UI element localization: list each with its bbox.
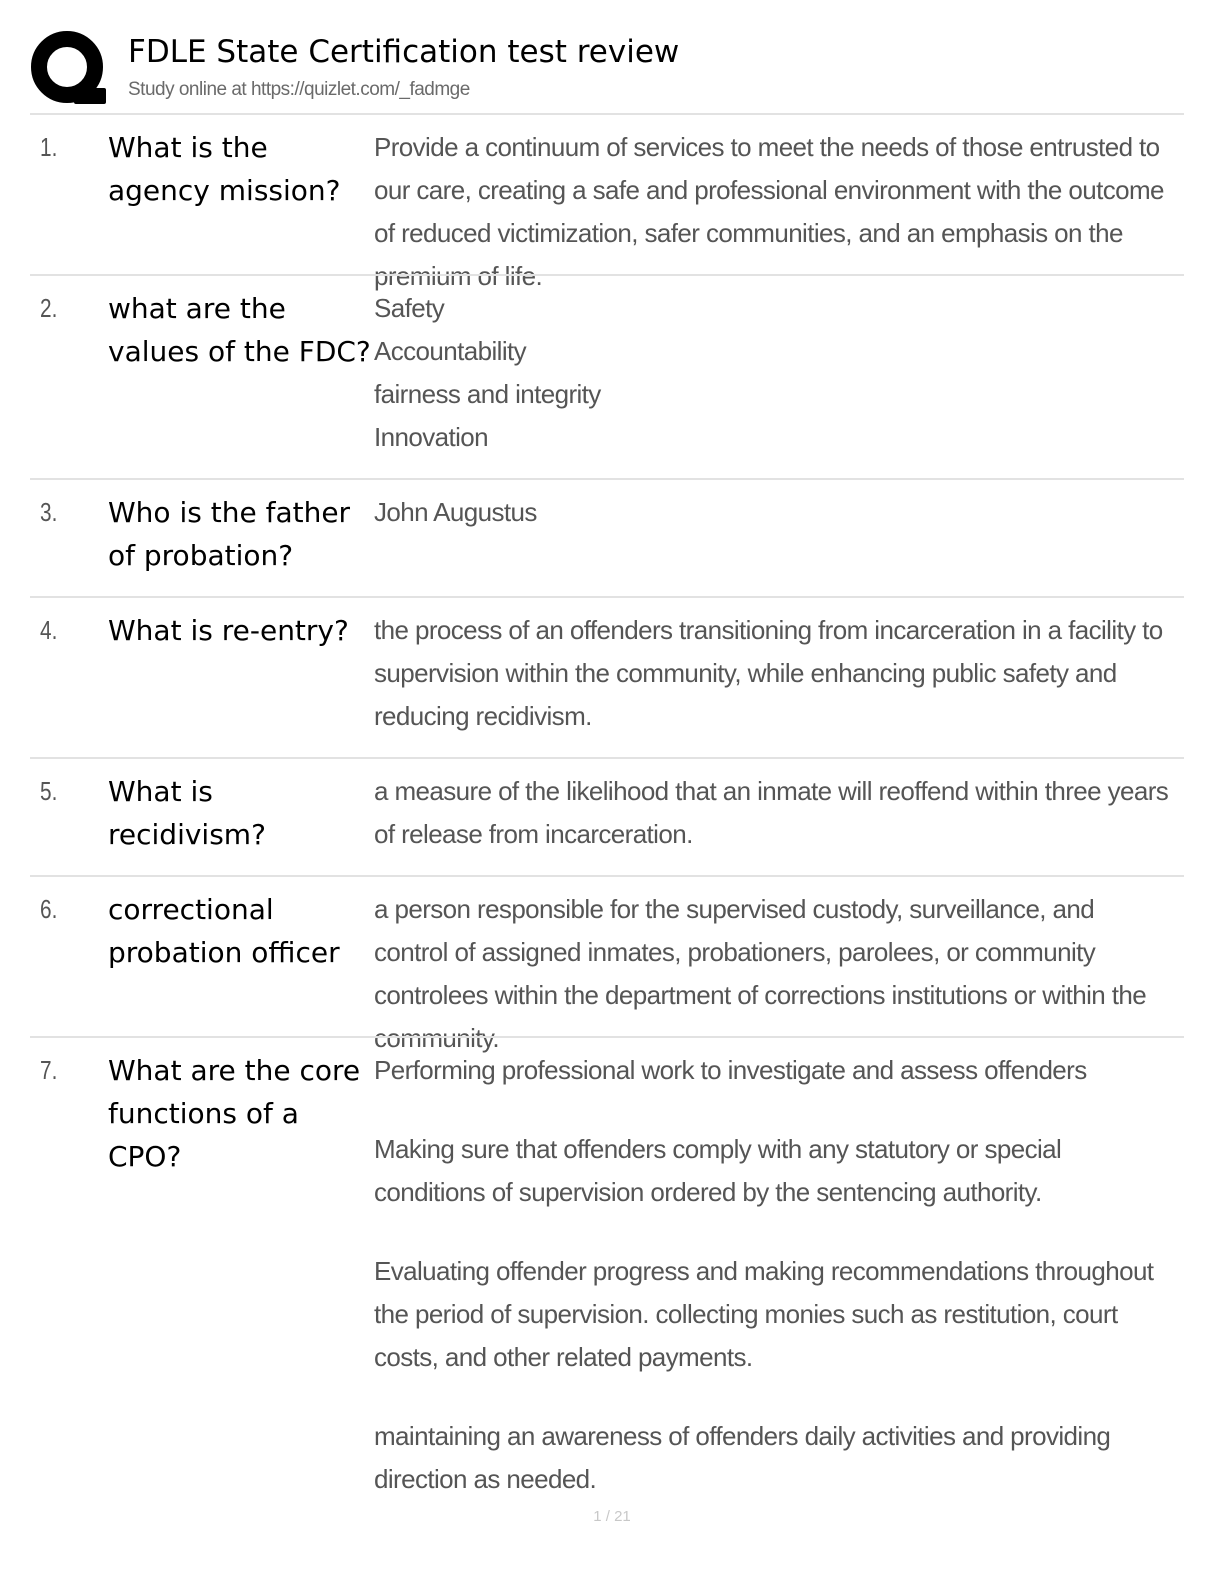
card-definition: a person responsible for the supervised custody, surveillance, and control of assigned inmates, probationers, parolees, or community controlees within the department of corrections institutions or within the community.: [374, 894, 1147, 1053]
card-term: What is re-entry?: [108, 614, 349, 647]
card-number: 1.: [40, 132, 58, 162]
document-header: [30, 28, 1184, 114]
study-online-link[interactable]: Study online at https://quizlet.com/_fadmge: [128, 79, 470, 100]
card-definition: [374, 1049, 1174, 1501]
divider: [30, 1036, 1184, 1038]
definition-paragraph: maintaining an awareness of offenders daily activities and providing direction as needed.: [374, 1421, 1111, 1494]
card-term: correctional probation officer: [108, 893, 340, 969]
card-definition: John Augustus: [374, 497, 537, 527]
card-definition: [374, 287, 1174, 459]
card-term: What are the core functions of a CPO?: [108, 1054, 361, 1173]
divider: [30, 113, 1184, 115]
definition-paragraph: Performing professional work to investigate and assess offenders: [374, 1055, 1087, 1085]
value-item: Innovation: [374, 422, 488, 452]
card-term: Who is the father of probation?: [108, 496, 351, 572]
card-definition: the process of an offenders transitioning from incarceration in a facility to supervision within the community, while enhancing public safety and reducing recidivism.: [374, 615, 1163, 731]
divider: [30, 478, 1184, 480]
card-number: 4.: [40, 615, 58, 645]
card-number: 6.: [40, 894, 58, 924]
value-item: Safety: [374, 293, 445, 323]
divider: [30, 596, 1184, 598]
quizlet-logo-icon: [30, 30, 110, 110]
definition-paragraph: Making sure that offenders comply with any statutory or special conditions of supervision ordered by the sentencing authority.: [374, 1134, 1062, 1207]
divider: [30, 875, 1184, 877]
document-title: FDLE State Certification test review: [128, 34, 680, 70]
card-definition: Provide a continuum of services to meet the needs of those entrusted to our care, creating a safe and professional environment with the outcome of reduced victimization, safer communities, and an emphasis on the premium of life.: [374, 132, 1164, 291]
definition-paragraph: Evaluating offender progress and making recommendations throughout the period of supervision. collecting monies such as restitution, court costs, and other related payments.: [374, 1256, 1154, 1372]
card-term: What is the agency mission?: [108, 131, 341, 207]
card-number: 7.: [40, 1055, 58, 1085]
card-term: what are the values of the FDC?: [108, 292, 371, 368]
value-item: Accountability: [374, 336, 527, 366]
card-term: What is recidivism?: [108, 775, 266, 851]
divider: [30, 757, 1184, 759]
page-number: 1 / 21: [593, 1508, 631, 1525]
card-number: 2.: [40, 293, 58, 323]
card-number: 3.: [40, 497, 58, 527]
card-number: 5.: [40, 776, 58, 806]
divider: [30, 274, 1184, 276]
card-definition: a measure of the likelihood that an inmate will reoffend within three years of release from incarceration.: [374, 776, 1169, 849]
value-item: fairness and integrity: [374, 379, 601, 409]
